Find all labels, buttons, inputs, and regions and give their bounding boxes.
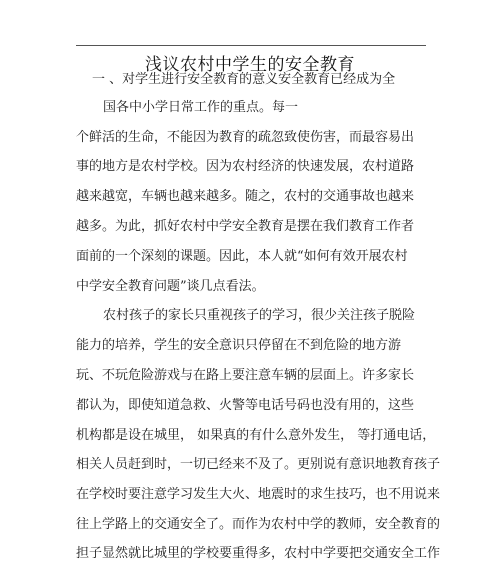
text-line: 在学校时要注意学习发生大火、地震时的求生技巧，也不用说来	[76, 487, 441, 502]
text-line: 担子显然就比城里的学校要重得多，农村中学要把交通安全工作	[76, 546, 441, 561]
text-line: 玩、不玩危险游戏与在路上要注意车辆的层面上。许多家长	[76, 368, 415, 383]
document-title: 浅议农村中学生的安全教育	[145, 55, 355, 75]
text-line: 一 、对学生进行安全教育的意义安全教育已经成为全	[92, 72, 396, 87]
text-line: 往上学路上的交通安全了。而作为农村中学的教师，安全教育的	[76, 517, 441, 532]
text-line: 事的地方是农村学校。因为农村经济的快速发展，农村道路	[76, 159, 415, 174]
text-line: 农村孩子的家长只重视孩子的学习，很少关注孩子脱险	[103, 308, 416, 323]
text-line: 国各中小学日常工作的重点。每一	[103, 100, 299, 115]
text-line: 能力的培养，学生的安全意识只停留在不到危险的地方游	[76, 338, 402, 353]
text-line: 面前的一个深刻的课题。因此，本人就“如何有效开展农村	[76, 249, 408, 264]
text-line: 越多。为此，抓好农村中学安全教育是摆在我们教育工作者	[76, 219, 415, 234]
text-line: 相关人员赶到时，一切已经来不及了。更别说有意识地教育孩子	[76, 457, 441, 472]
header-rule	[76, 45, 426, 46]
text-line: 个鲜活的生命，不能因为教育的疏忽致使伤害，而最容易出	[76, 130, 415, 145]
text-line: 机构都是设在城里， 如果真的有什么意外发生， 等打通电话，	[76, 428, 436, 443]
text-line: 都认为，即使知道急救、火警等电话号码也没有用的，这些	[76, 398, 415, 413]
text-line: 越来越宽，车辆也越来越多。随之，农村的交通事故也越来	[76, 189, 415, 204]
text-line: 中学安全教育问题”谈几点看法。	[76, 279, 265, 294]
